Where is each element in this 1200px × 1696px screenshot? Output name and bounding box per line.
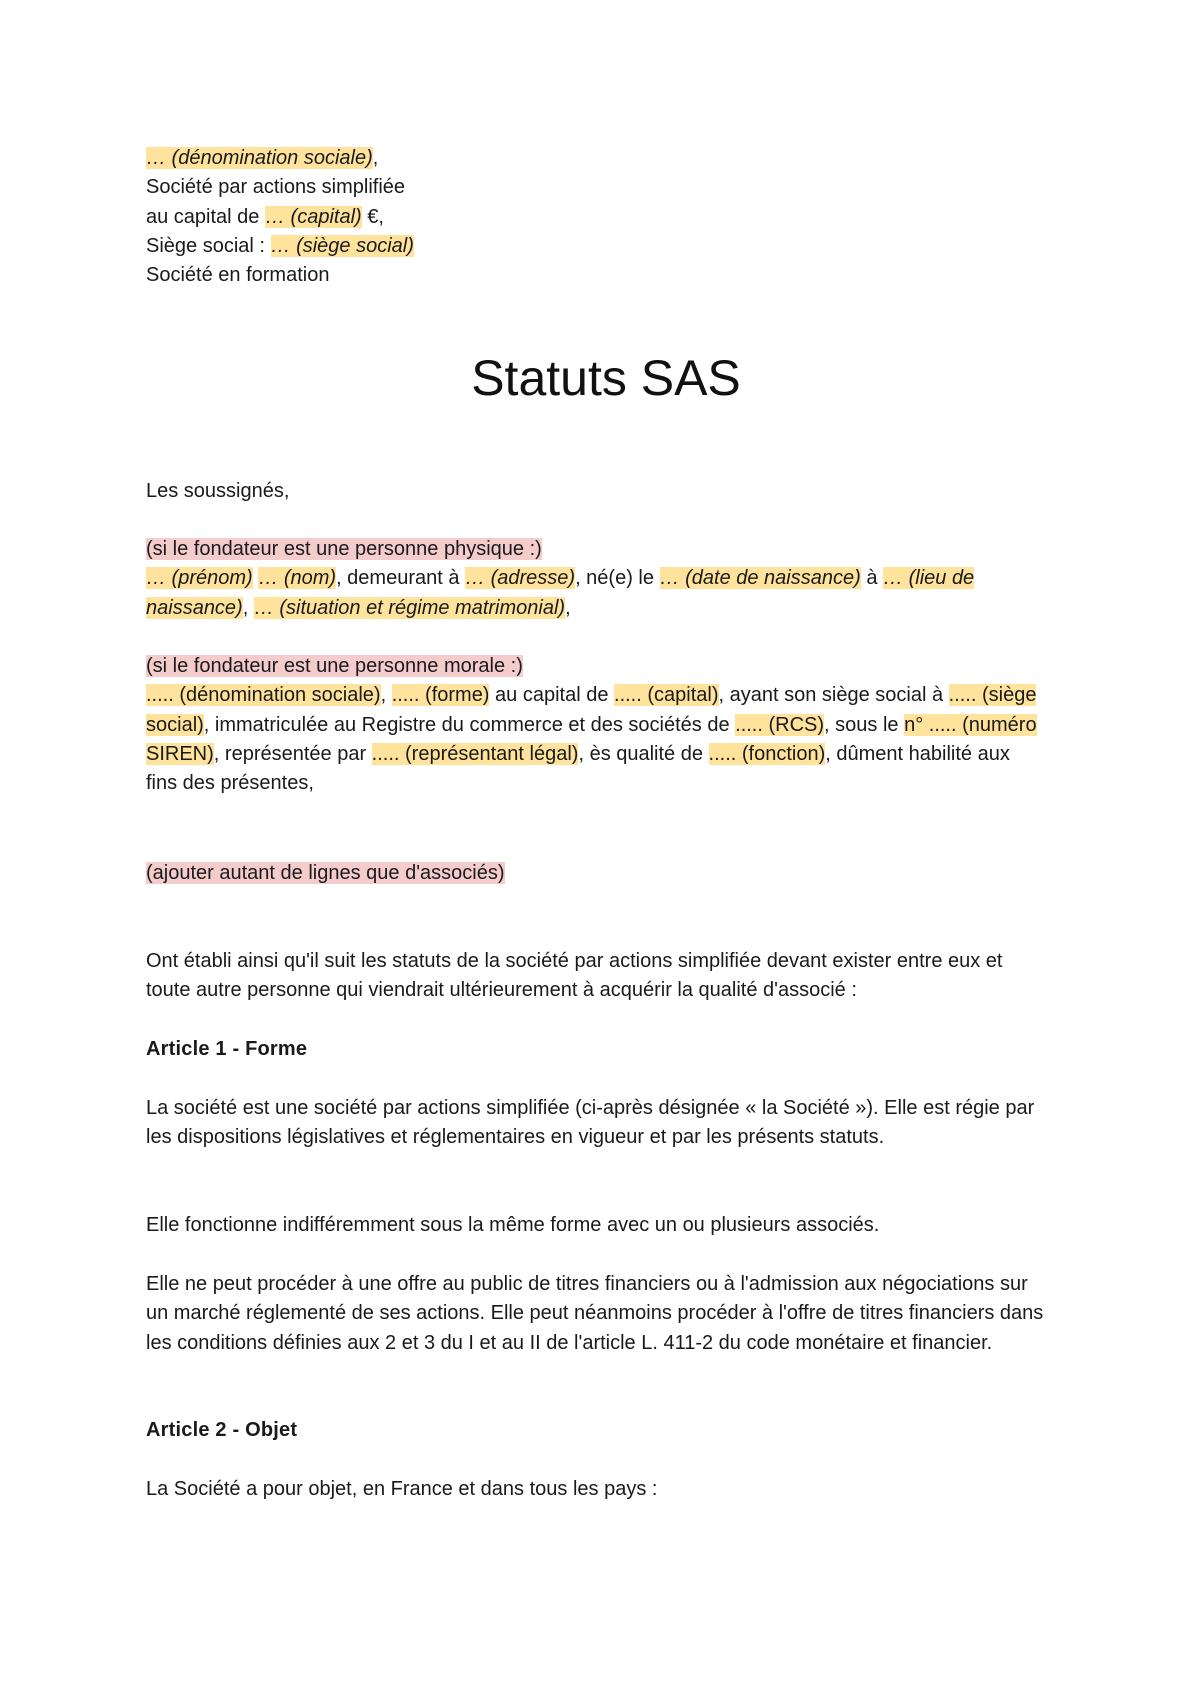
note-personne-physique: (si le fondateur est une personne physique :) <box>146 538 542 560</box>
header-line-capital: au capital de … (capital) €, <box>146 205 384 228</box>
article-2-heading: Article 2 - Objet <box>146 1419 298 1441</box>
placeholder-date-naissance: … (date de naissance) <box>659 567 861 590</box>
placeholder-rcs: ..... (RCS) <box>735 713 825 736</box>
note-personne-morale: (si le fondateur est une personne morale :) <box>146 655 523 677</box>
placeholder-nom: … (nom) <box>258 567 337 590</box>
intro-paragraph: Ont établi ainsi qu'il suit les statuts de la société par actions simplifiée devant exister entre eux et toute autre personne qui viendrait ultérieurement à acquérir la qualité d'associé : <box>146 950 1003 1002</box>
placeholder-situation: … (situation et régime matrimonial) <box>253 596 566 619</box>
placeholder-adresse: … (adresse) <box>465 567 576 590</box>
placeholder-denomination-morale: ..... (dénomination sociale) <box>146 684 381 707</box>
placeholder-fonction: ..... (fonction) <box>708 742 826 765</box>
ajouter-associes-note: (ajouter autant de lignes que d'associés) <box>146 862 505 884</box>
article-1-paragraph-2: Elle fonctionne indifféremment sous la même forme avec un ou plusieurs associés. <box>146 1214 880 1236</box>
article-1-heading: Article 1 - Forme <box>146 1038 308 1060</box>
placeholder-capital-morale: ..... (capital) <box>614 684 719 707</box>
fondateur-morale-block <box>146 652 1046 798</box>
placeholder-denomination: … (dénomination sociale) <box>146 147 373 169</box>
fondateur-physique-block <box>146 535 1046 623</box>
article-2-paragraph-1: La Société a pour objet, en France et dans tous les pays : <box>146 1478 658 1500</box>
document-title: Statuts SAS <box>471 350 741 406</box>
article-1-paragraph-1: La société est une société par actions simplifiée (ci-après désignée « la Société »). Elle est régie par les dispositions législatives et réglementaires en vigueur et par les présents statuts. <box>146 1097 1035 1149</box>
header-line-form: Société par actions simplifiée <box>146 176 406 199</box>
placeholder-forme: ..... (forme) <box>391 684 490 707</box>
company-header <box>146 144 1046 290</box>
placeholder-siren: n° ..... (numéro SIREN) <box>146 713 1037 765</box>
placeholder-lieu-naissance: … (lieu de naissance) <box>146 567 975 619</box>
placeholder-capital: … (capital) <box>264 205 362 228</box>
placeholder-siege-morale: ..... (siège social) <box>146 684 1037 736</box>
fondateur-physique-paragraph: … (prénom) … (nom), demeurant à … (adresse), né(e) le … (date de naissance) à … (lieu de naissance), … (situation et régime matrimonial), <box>146 567 975 619</box>
placeholder-siege: … (siège social) <box>270 234 414 257</box>
soussignes-text: Les soussignés, <box>146 480 290 502</box>
header-line-denomination: … (dénomination sociale), <box>146 147 379 169</box>
placeholder-representant: ..... (représentant légal) <box>371 742 579 765</box>
article-1-paragraph-3: Elle ne peut procéder à une offre au public de titres financiers ou à l'admission aux négociations sur un marché réglementé de ses actions. Elle peut néanmoins procéder à l'offre de titres financiers dans les conditions définies aux 2 et 3 du I et au II de l'article L. 411-2 du code monétaire et financier. <box>146 1273 1044 1354</box>
header-line-siege: Siège social : … (siège social) <box>146 234 414 257</box>
header-line-formation: Société en formation <box>146 264 330 287</box>
fondateur-morale-paragraph: ..... (dénomination sociale), ..... (forme) au capital de ..... (capital), ayant son siège social à ..... (siège social), immatriculée au Registre du commerce et des sociétés de ..... (RCS), sous le n° ..... (numéro SIREN), représentée par ..... (représentant légal), ès qualité de ..... (fonction), dûment habilité aux fins des présentes, <box>146 684 1037 795</box>
placeholder-prenom: … (prénom) <box>146 567 253 590</box>
